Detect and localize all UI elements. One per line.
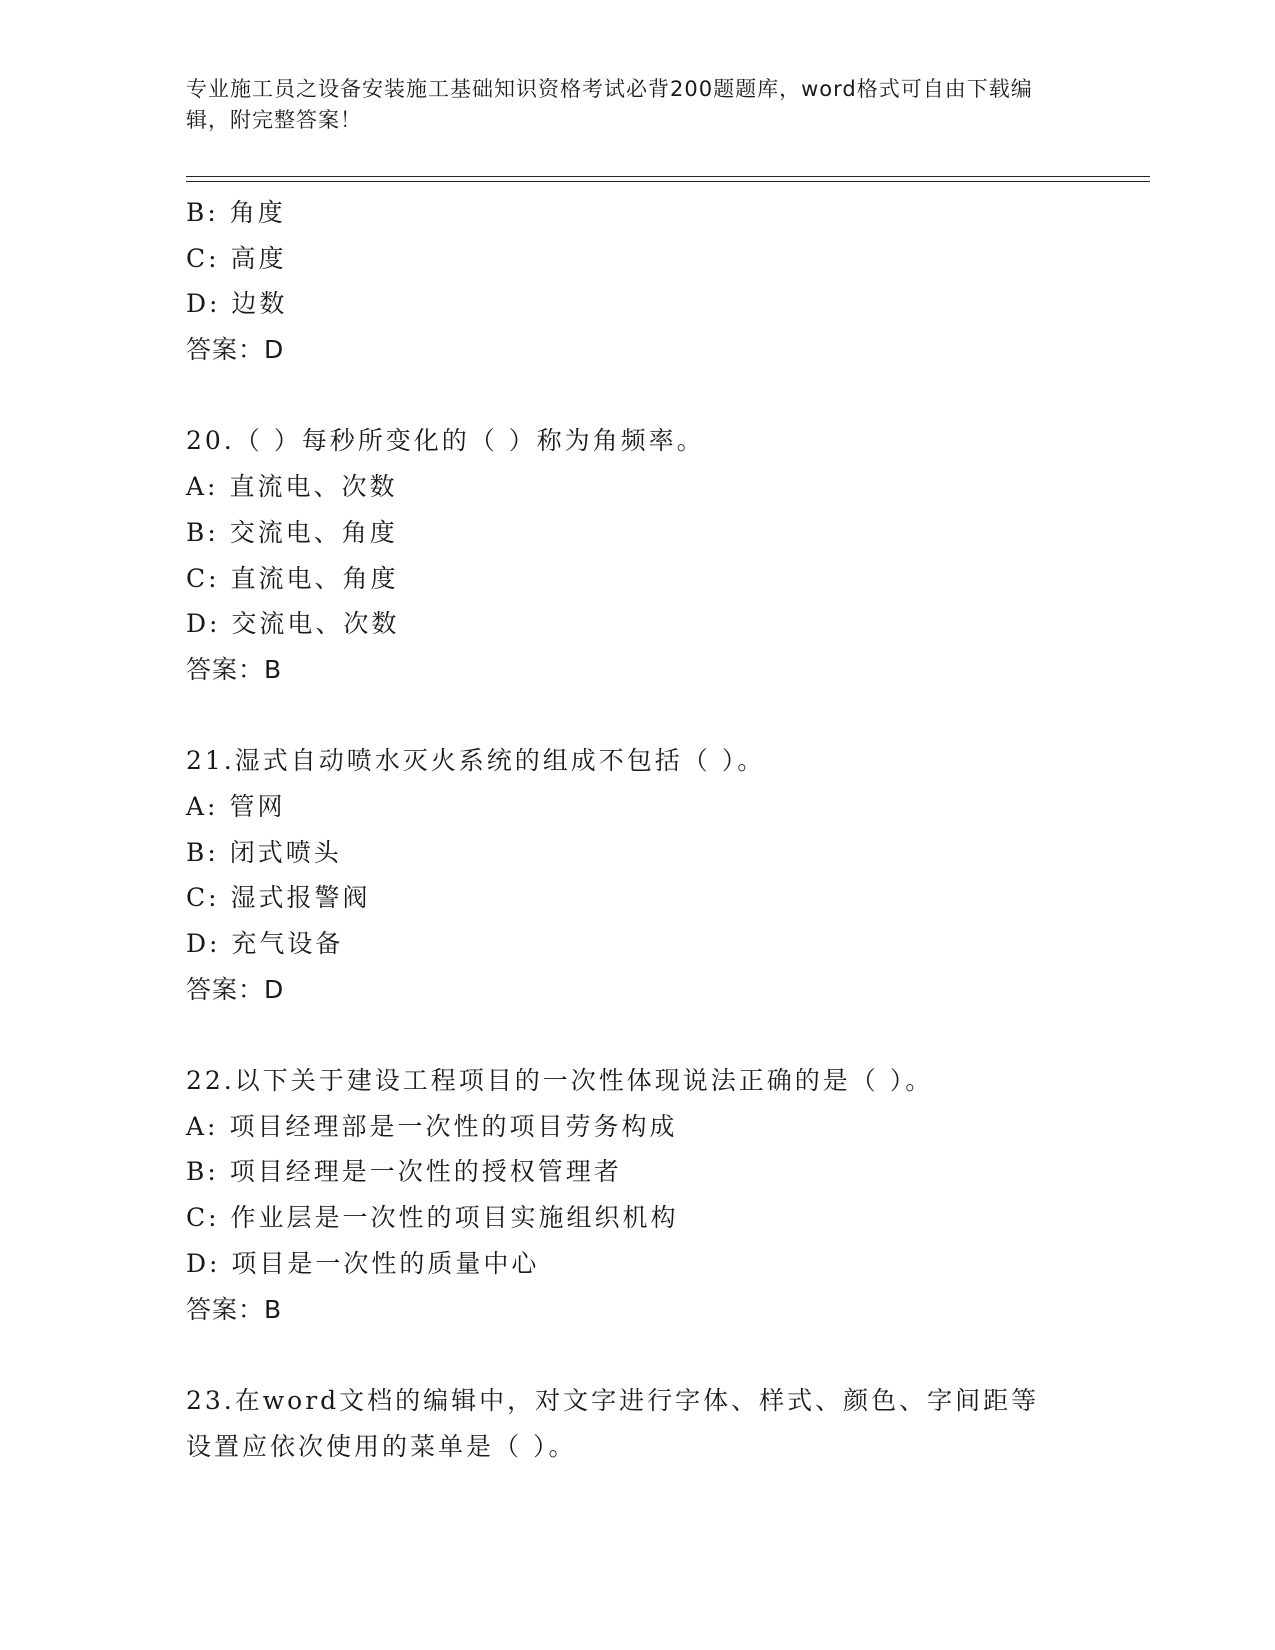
header-rule-bottom: [186, 181, 1150, 182]
option-d: D: 项目是一次性的质量中心: [186, 1248, 540, 1278]
option-a: A: 项目经理部是一次性的项目劳务构成: [186, 1111, 678, 1141]
option-d: D: 充气设备: [186, 929, 344, 959]
option-d: D: 交流电、次数: [186, 609, 400, 639]
option-b: B: 项目经理是一次性的授权管理者: [186, 1157, 622, 1187]
question-stem: 21.湿式自动喷水灭火系统的组成不包括（ ）。: [186, 746, 766, 776]
question-19-continuation: [186, 190, 1146, 373]
header-rule-top: [186, 176, 1150, 177]
option-d: D: 边数: [186, 289, 288, 319]
question-23: [186, 1378, 1146, 1469]
question-22: [186, 1058, 1146, 1332]
answer: 答案：B: [186, 1294, 283, 1324]
answer: 答案：D: [186, 335, 285, 365]
option-b: B: 闭式喷头: [186, 837, 342, 867]
answer: 答案：B: [186, 654, 283, 684]
option-a: A: 管网: [186, 791, 286, 821]
option-c: C: 高度: [186, 243, 287, 273]
option-c: C: 直流电、角度: [186, 563, 399, 593]
answer: 答案：D: [186, 974, 285, 1004]
option-b: B: 交流电、角度: [186, 517, 398, 547]
question-21: [186, 738, 1146, 1012]
question-stem: 20.（ ）每秒所变化的（ ）称为角频率。: [186, 426, 705, 456]
question-stem: 22.以下关于建设工程项目的一次性体现说法正确的是（ ）。: [186, 1066, 934, 1096]
document-body: [186, 190, 1146, 1469]
option-b: B: 角度: [186, 198, 286, 227]
page-header: 专业施工员之设备安装施工基础知识资格考试必背200题题库，word格式可自由下载编辑，附完整答案！: [186, 77, 1033, 132]
question-stem: 23.在word文档的编辑中，对文字进行字体、样式、颜色、字间距等设置应依次使用的菜单是（ ）。: [186, 1385, 1040, 1461]
option-c: C: 湿式报警阀: [186, 883, 371, 913]
option-c: C: 作业层是一次性的项目实施组织机构: [186, 1203, 679, 1233]
option-a: A: 直流电、次数: [186, 472, 398, 502]
question-20: [186, 418, 1146, 692]
